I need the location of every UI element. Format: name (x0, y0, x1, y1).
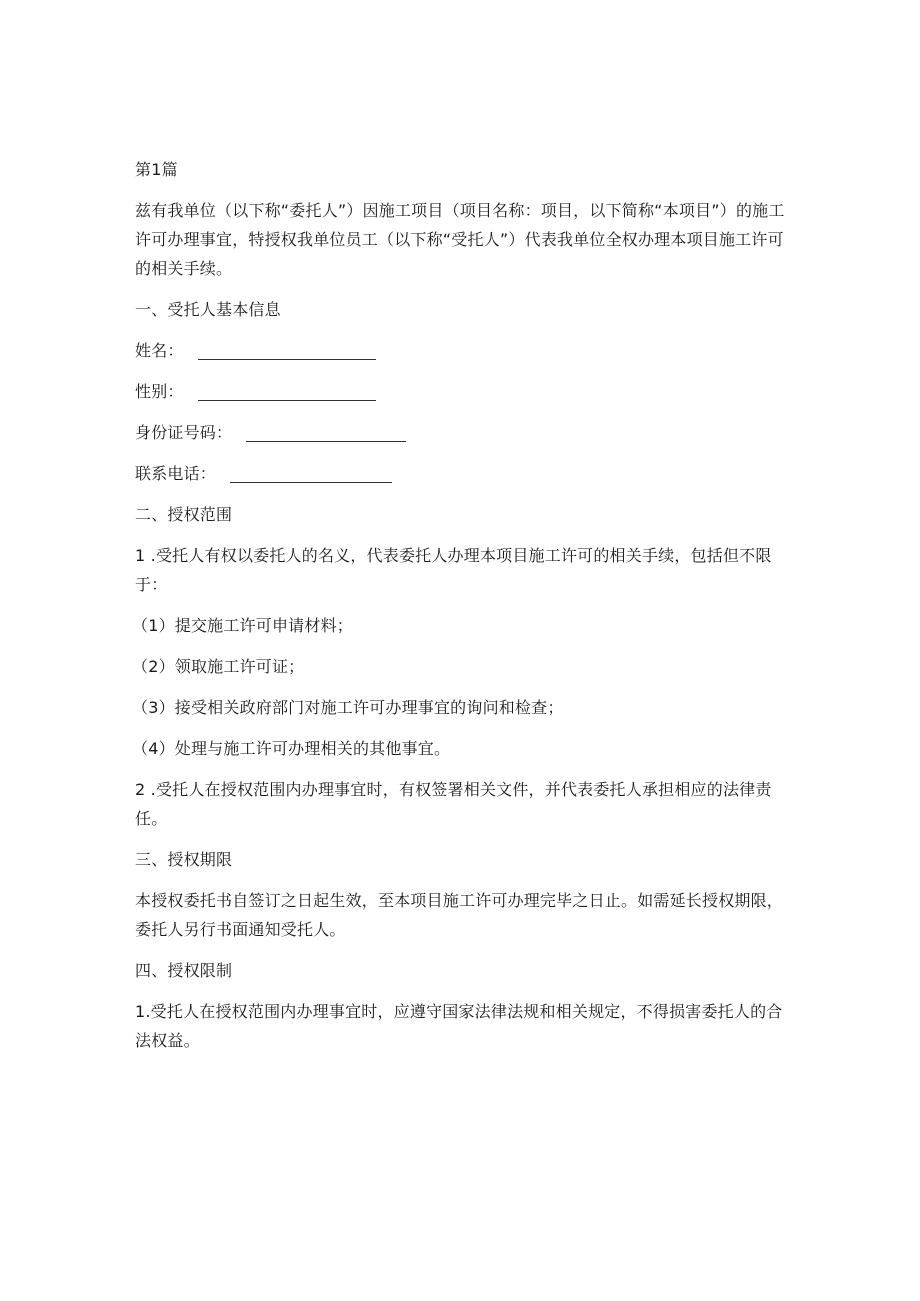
document-heading: 第1篇 (135, 160, 178, 179)
document-page (132, 155, 787, 1067)
id-number-blank-line (246, 419, 406, 442)
section-2-paragraph-1: 1 .受托人有权以委托人的名义，代表委托人办理本项目施工许可的相关手续，包括但不限于： (135, 546, 772, 594)
section-3-title: 三、授权期限 (135, 850, 233, 869)
phone-blank-line (230, 460, 392, 483)
name-label: 姓名： (135, 341, 184, 360)
gender-field (135, 377, 787, 406)
section-3-body: 本授权委托书自签订之日起生效，至本项目施工许可办理完毕之日止。如需延长授权期限，委托人另行书面通知受托人。 (135, 891, 784, 939)
name-field (135, 336, 787, 365)
list-item: （3）接受相关政府部门对施工许可办理事宜的询问和检查； (132, 698, 564, 717)
phone-field (135, 459, 787, 488)
name-blank-line (198, 337, 376, 360)
list-item: （1）提交施工许可申请材料； (132, 616, 353, 635)
gender-blank-line (198, 378, 376, 401)
list-item: （2）领取施工许可证； (132, 657, 305, 676)
section-2-title: 二、授权范围 (135, 505, 233, 524)
phone-label: 联系电话： (135, 464, 217, 483)
id-number-field (135, 418, 787, 447)
list-item: （4）处理与施工许可办理相关的其他事宜。 (132, 739, 451, 758)
gender-label: 性别： (135, 382, 184, 401)
id-number-label: 身份证号码： (135, 423, 233, 442)
section-1-title: 一、受托人基本信息 (135, 300, 281, 319)
section-4-body: 1.受托人在授权范围内办理事宜时，应遵守国家法律法规和相关规定，不得损害委托人的合法权益。 (135, 1002, 783, 1050)
intro-paragraph: 兹有我单位（以下称“委托人”）因施工项目（项目名称：项目，以下简称“本项目”）的施工许可办理事宜，特授权我单位员工（以下称“受托人”）代表我单位全权办理本项目施工许可的相关手续。 (135, 201, 785, 278)
section-4-title: 四、授权限制 (135, 961, 233, 980)
section-2-paragraph-2: 2 .受托人在授权范围内办理事宜时，有权签署相关文件，并代表委托人承担相应的法律责任。 (135, 780, 772, 828)
